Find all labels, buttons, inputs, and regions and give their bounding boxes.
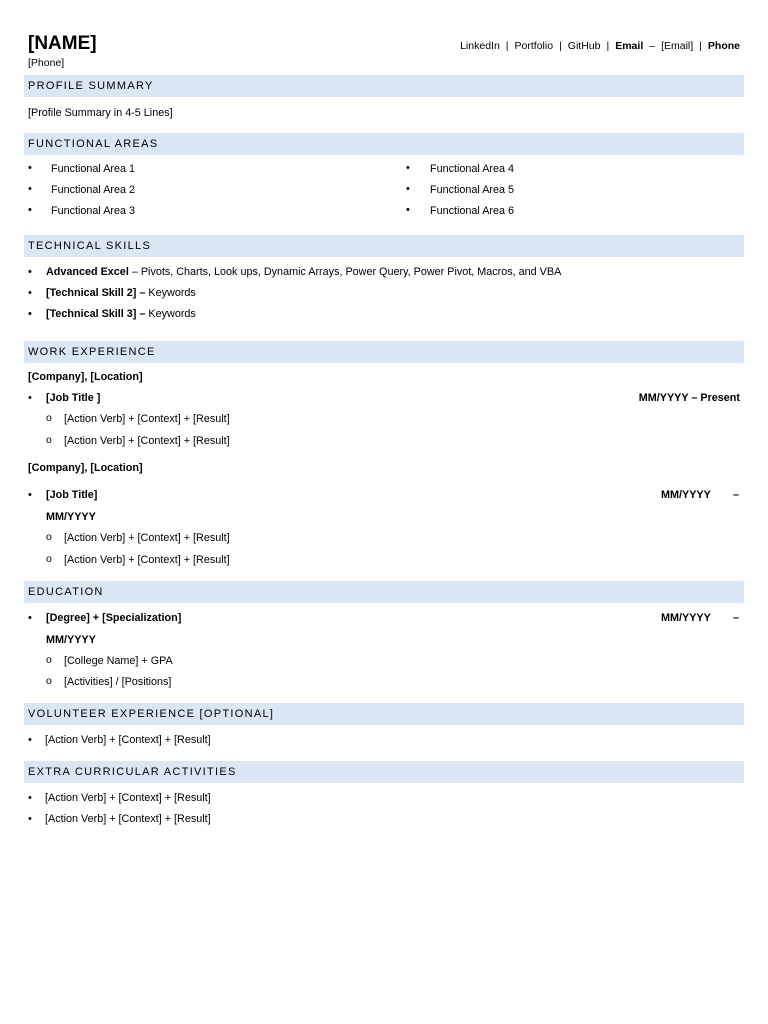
- email-label: Email: [615, 40, 644, 52]
- functional-area-item: Functional Area 1: [51, 163, 136, 175]
- functional-area-item: Functional Area 5: [430, 184, 515, 196]
- edu-date-end: MM/YYYY: [46, 634, 96, 646]
- volunteer-item: [Action Verb] + [Context] + [Result]: [45, 734, 211, 746]
- extra-item: [Action Verb] + [Context] + [Result]: [45, 813, 211, 825]
- bullet-icon: •: [28, 734, 32, 746]
- job-date-end: MM/YYYY: [46, 511, 96, 523]
- bullet-icon: •: [28, 813, 32, 825]
- section-profile-summary: [24, 75, 744, 97]
- functional-area-item: Functional Area 4: [430, 163, 515, 175]
- edu-date-start: MM/YYYY: [661, 612, 711, 624]
- skill-item: [46, 287, 196, 299]
- job-date-start: MM/YYYY: [661, 489, 711, 501]
- separator: |: [559, 40, 562, 52]
- dash: –: [139, 287, 146, 299]
- bullet-icon: •: [28, 489, 32, 501]
- section-work-experience: [24, 341, 744, 363]
- bullet-icon: •: [28, 392, 32, 404]
- separator: |: [606, 40, 610, 52]
- section-education: [24, 581, 744, 603]
- bullet-icon: •: [28, 266, 32, 278]
- job-point: [Action Verb] + [Context] + [Result]: [64, 532, 230, 544]
- bullet-icon: •: [406, 204, 410, 216]
- functional-area-item: Functional Area 6: [430, 205, 515, 217]
- separator: |: [699, 40, 702, 52]
- section-title: TECHNICAL SKILLS: [28, 240, 152, 252]
- header-phone: [Phone]: [28, 57, 65, 69]
- section-title: WORK EXPERIENCE: [28, 346, 156, 358]
- company-location: [Company], [Location]: [28, 462, 143, 474]
- resume-name: [NAME]: [28, 33, 97, 54]
- contact-line: [460, 40, 740, 52]
- section-title: FUNCTIONAL AREAS: [28, 138, 159, 150]
- skill-item: [46, 266, 561, 278]
- sub-bullet-icon: o: [46, 675, 52, 687]
- skill-name: Advanced Excel: [46, 266, 129, 278]
- dash: –: [649, 40, 656, 52]
- section-title: EDUCATION: [28, 586, 104, 598]
- linkedin-link[interactable]: LinkedIn: [460, 40, 500, 52]
- skill-detail: Keywords: [148, 287, 196, 299]
- edu-point: [Activities] / [Positions]: [64, 676, 172, 688]
- github-link[interactable]: GitHub: [567, 40, 601, 52]
- section-volunteer: [24, 703, 744, 725]
- section-title: VOLUNTEER EXPERIENCE [OPTIONAL]: [28, 708, 275, 720]
- job-point: [Action Verb] + [Context] + [Result]: [64, 554, 230, 566]
- bullet-icon: •: [28, 612, 32, 624]
- job-point: [Action Verb] + [Context] + [Result]: [64, 435, 230, 447]
- skill-name: [Technical Skill 2]: [46, 287, 137, 299]
- job-dates: MM/YYYY – Present: [638, 392, 740, 404]
- section-technical-skills: [24, 235, 744, 257]
- sub-bullet-icon: o: [46, 412, 52, 424]
- extra-item: [Action Verb] + [Context] + [Result]: [45, 792, 211, 804]
- separator: |: [505, 40, 509, 52]
- dash: –: [139, 308, 146, 320]
- skill-detail: Pivots, Charts, Look ups, Dynamic Arrays, Power Query, Power Pivot, Macros, and VBA: [140, 266, 562, 278]
- dash: –: [733, 612, 740, 624]
- skill-item: [46, 308, 196, 320]
- bullet-icon: •: [406, 162, 410, 174]
- bullet-icon: •: [28, 162, 32, 174]
- sub-bullet-icon: o: [46, 654, 52, 666]
- portfolio-link[interactable]: Portfolio: [514, 40, 554, 52]
- profile-text: [Profile Summary in 4-5 Lines]: [28, 107, 173, 119]
- functional-area-item: Functional Area 3: [51, 205, 136, 217]
- section-functional-areas: [24, 133, 744, 155]
- section-title: PROFILE SUMMARY: [28, 80, 154, 92]
- dash: –: [131, 266, 138, 278]
- bullet-icon: •: [406, 183, 410, 195]
- bullet-icon: •: [28, 183, 32, 195]
- company-location: [Company], [Location]: [28, 371, 143, 383]
- phone-label: Phone: [707, 40, 740, 52]
- job-point: [Action Verb] + [Context] + [Result]: [64, 413, 230, 425]
- degree: [Degree] + [Specialization]: [46, 612, 182, 624]
- section-extra-curricular: [24, 761, 744, 783]
- bullet-icon: •: [28, 287, 32, 299]
- job-title: [Job Title]: [46, 489, 98, 501]
- skill-detail: Keywords: [148, 308, 196, 320]
- sub-bullet-icon: o: [46, 531, 52, 543]
- sub-bullet-icon: o: [46, 434, 52, 446]
- section-title: EXTRA CURRICULAR ACTIVITIES: [28, 766, 237, 778]
- bullet-icon: •: [28, 308, 32, 320]
- functional-area-item: Functional Area 2: [51, 184, 136, 196]
- job-title: [Job Title ]: [46, 392, 101, 404]
- bullet-icon: •: [28, 792, 32, 804]
- edu-point: [College Name] + GPA: [64, 655, 173, 667]
- skill-name: [Technical Skill 3]: [46, 308, 137, 320]
- sub-bullet-icon: o: [46, 553, 52, 565]
- email-value[interactable]: [Email]: [661, 40, 694, 52]
- bullet-icon: •: [28, 204, 32, 216]
- dash: –: [733, 489, 740, 501]
